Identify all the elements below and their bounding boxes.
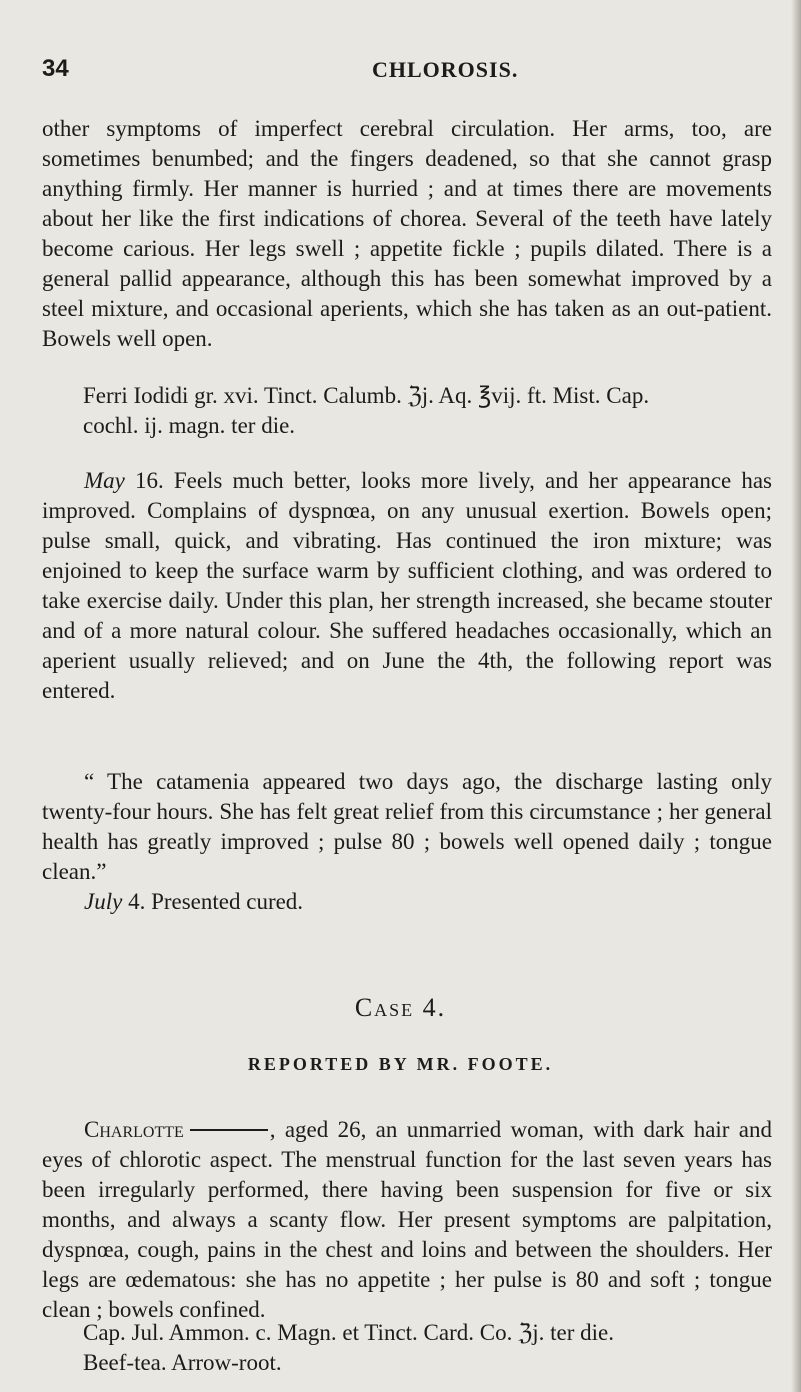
- name-dash: [190, 1129, 268, 1131]
- paragraph-july-4: [42, 887, 772, 917]
- prescription-1-line-2: cochl. ij. magn. ter die.: [83, 413, 296, 438]
- paragraph-may-16: [42, 466, 772, 706]
- running-title: CHLOROSIS.: [372, 57, 519, 82]
- date-may: May: [84, 468, 125, 493]
- prescription-1-line-1: Ferri Iodidi gr. xvi. Tinct. Calumb. ℨj. Aq. ℥vij. ft. Mist. Cap.: [83, 383, 650, 408]
- paragraph-may-16-text: 16. Feels much better, looks more lively, and her appearance has improved. Complains of dyspnœa, on any unusual exertion. Bowels open; pulse small, quick, and vibrating. Has continued the iron mixture; was enjoined to keep the surface warm by sufficient clothing, and was ordered to take exercise daily. Under this plan, her strength increased, she became stouter and of a more natural colour. She suffered headaches occasionally, which an aperient usually relieved; and on June the 4th, the following report was entered.: [42, 468, 772, 703]
- paragraph-july-4-text: 4. Presented cured.: [122, 889, 304, 914]
- paragraph-case-4: [42, 1115, 772, 1325]
- page-header: [42, 55, 761, 85]
- paragraph-case-4-text: , aged 26, an unmarried woman, with dark hair and eyes of chlorotic aspect. The menstrual function for the last seven years has been irregularly performed, there having been suspension for five or six months, and always a scanty flow. Her present symptoms are palpitation, dyspnœa, cough, pains in the chest and loins and between the shoulders. Her legs are œdematous: she has no appetite ; her pulse is 80 and soft ; tongue clean ; bowels confined.: [42, 1117, 772, 1322]
- prescription-2: [83, 1318, 773, 1378]
- paragraph-catamenia-report: “ The catamenia appeared two days ago, the discharge lasting only twenty-four hours. She has felt great relief from this circumstance ; her general health has greatly improved ; pulse 80 ; bowels well opened daily ; tongue clean.”: [42, 769, 772, 884]
- patient-name: Charlotte: [84, 1117, 184, 1142]
- prescription-2-line-1: Cap. Jul. Ammon. c. Magn. et Tinct. Card. Co. ℨj. ter die.: [83, 1320, 615, 1345]
- prescription-2-line-2: Beef-tea. Arrow-root.: [83, 1350, 282, 1375]
- paragraph-symptoms: other symptoms of imperfect cerebral circulation. Her arms, too, are sometimes benumbed; and the fingers deadened, so that she cannot grasp anything firmly. Her manner is hurried ; and at times there are movements about her like the first indications of chorea. Several of the teeth have lately become carious. Her legs swell ; appetite fickle ; pupils dilated. There is a general pallid appearance, although this has been somewhat improved by a steel mixture, and occasional aperients, which she has taken as an out-patient. Bowels well open.: [42, 116, 772, 351]
- date-july: July: [84, 889, 123, 914]
- reported-by-heading: REPORTED BY MR. FOOTE.: [247, 1054, 554, 1074]
- page-number: 34: [42, 55, 69, 82]
- case-heading: Case 4.: [354, 993, 447, 1022]
- prescription-1: [83, 381, 773, 441]
- page-edge-shadow: [791, 0, 801, 1392]
